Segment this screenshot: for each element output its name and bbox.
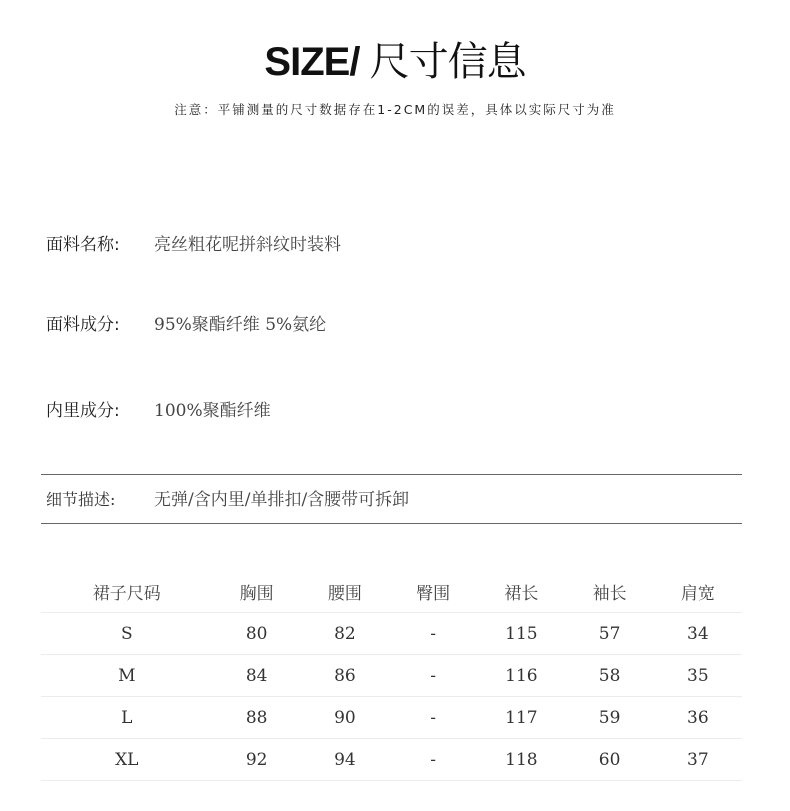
size-table: [41, 570, 742, 781]
measurement-note: 注意：平铺测量的尺寸数据存在1-2CM的误差，具体以实际尺寸为准: [174, 102, 616, 117]
detail-row: [46, 486, 409, 514]
cell-sleeve-length: 60: [566, 739, 654, 781]
detail-label: 细节描述:: [46, 490, 116, 509]
divider-bottom: [41, 523, 742, 524]
page-title: [0, 30, 790, 87]
fabric-composition-row: [46, 311, 326, 339]
cell-dress-length: 115: [477, 613, 565, 655]
header-hip: 臀围: [389, 570, 477, 613]
cell-hip: -: [389, 655, 477, 697]
fabric-composition-value: 95%聚酯纤维 5%氨纶: [154, 315, 327, 335]
header-shoulder-width: 肩宽: [654, 570, 742, 613]
cell-hip: -: [389, 697, 477, 739]
table-row: [41, 697, 742, 739]
cell-waist: 94: [301, 739, 389, 781]
cell-size: XL: [41, 739, 213, 781]
header-sleeve-length: 袖长: [566, 570, 654, 613]
cell-shoulder-width: 37: [654, 739, 742, 781]
size-table-header: [41, 570, 742, 613]
cell-bust: 80: [213, 613, 301, 655]
fabric-name-row: [46, 231, 341, 259]
cell-dress-length: 118: [477, 739, 565, 781]
cell-sleeve-length: 57: [566, 613, 654, 655]
header-waist: 腰围: [301, 570, 389, 613]
cell-waist: 90: [301, 697, 389, 739]
fabric-name-label: 面料名称:: [46, 235, 120, 255]
cell-waist: 82: [301, 613, 389, 655]
cell-shoulder-width: 36: [654, 697, 742, 739]
cell-shoulder-width: 35: [654, 655, 742, 697]
fabric-name-value: 亮丝粗花呢拼斜纹时装料: [154, 235, 341, 255]
detail-value: 无弹/含内里/单排扣/含腰带可拆卸: [154, 490, 410, 510]
lining-composition-row: [46, 397, 271, 425]
cell-bust: 88: [213, 697, 301, 739]
cell-hip: -: [389, 613, 477, 655]
divider-top: [41, 474, 742, 475]
cell-size: L: [41, 697, 213, 739]
cell-dress-length: 116: [477, 655, 565, 697]
cell-dress-length: 117: [477, 697, 565, 739]
cell-size: S: [41, 613, 213, 655]
cell-sleeve-length: 59: [566, 697, 654, 739]
header-bust: 胸围: [213, 570, 301, 613]
table-row: [41, 655, 742, 697]
lining-composition-label: 内里成分:: [46, 401, 120, 421]
table-row: [41, 739, 742, 781]
header-size: 裙子尺码: [41, 570, 213, 613]
title-zh: 尺寸信息: [369, 39, 526, 85]
title-en: SIZE/: [264, 40, 360, 84]
table-row: [41, 613, 742, 655]
header-dress-length: 裙长: [477, 570, 565, 613]
fabric-composition-label: 面料成分:: [46, 315, 120, 335]
cell-bust: 84: [213, 655, 301, 697]
cell-bust: 92: [213, 739, 301, 781]
cell-hip: -: [389, 739, 477, 781]
lining-composition-value: 100%聚酯纤维: [154, 401, 271, 421]
cell-sleeve-length: 58: [566, 655, 654, 697]
cell-shoulder-width: 34: [654, 613, 742, 655]
cell-size: M: [41, 655, 213, 697]
cell-waist: 86: [301, 655, 389, 697]
